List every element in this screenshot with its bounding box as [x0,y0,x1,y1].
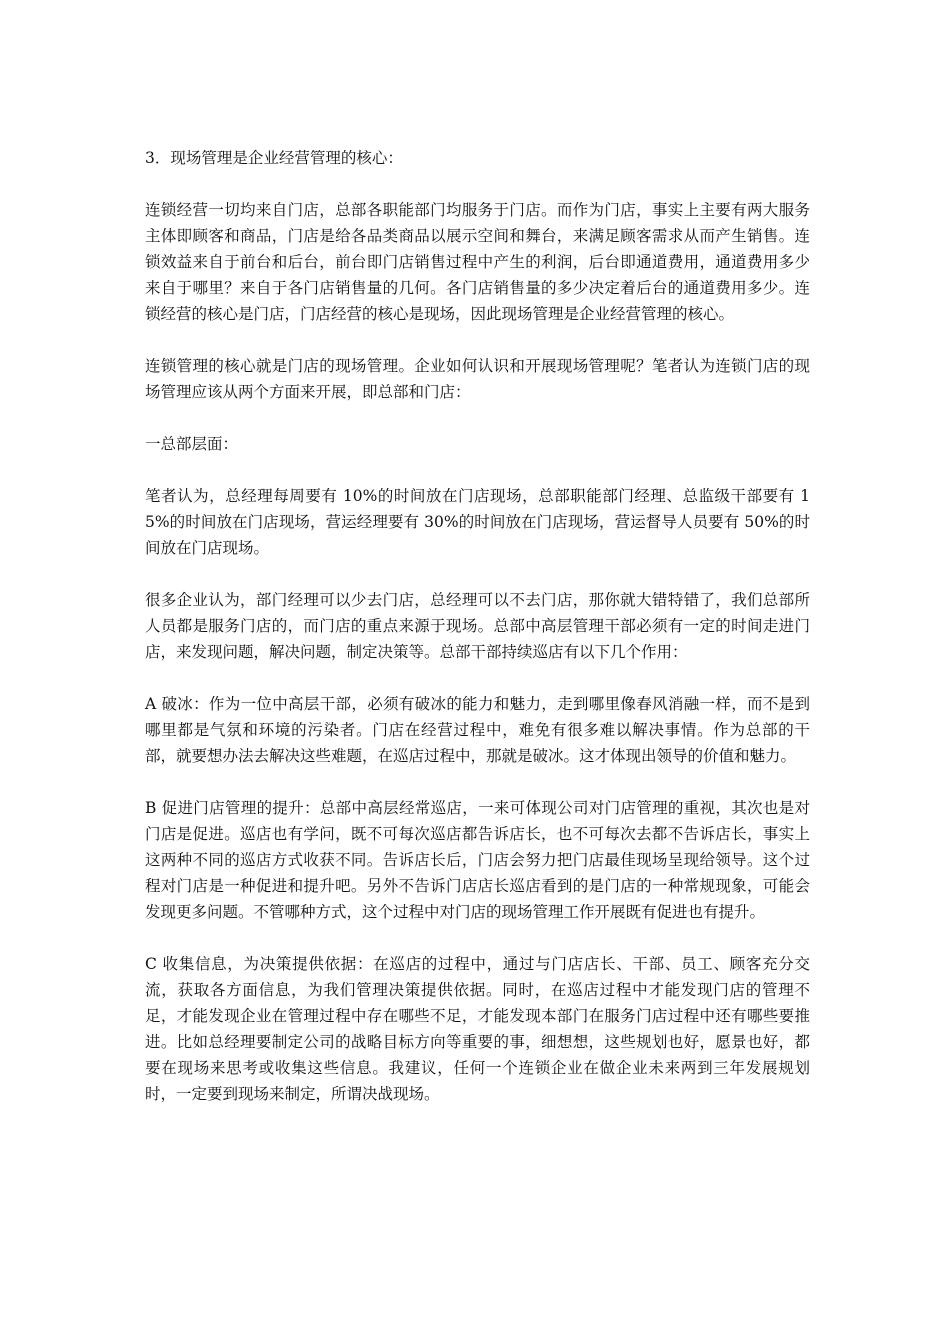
paragraph: 很多企业认为，部门经理可以少去门店，总经理可以不去门店，那你就大错特错了，我们总部所人员都是服务门店的，而门店的重点来源于现场。总部中高层管理干部必须有一定的时间走进门店，来发现问题，解决问题，制定决策等。总部干部持续巡店有以下几个作用： [145,591,810,661]
list-item-b: B 促进门店管理的提升：总部中高层经常巡店，一来可体现公司对门店管理的重视，其次也是对门店是促进。巡店也有学问，既不可每次巡店都告诉店长，也不可每次去都不告诉店长，事实上这两种不同的巡店方式收获不同。告诉店长后，门店会努力把门店最佳现场呈现给领导。这个过程对门店是一种促进和提升吧。另外不告诉门店店长巡店看到的是门店的一种常规现象，可能会发现更多问题。不管哪种方式，这个过程中对门店的现场管理工作开展既有促进也有提升。 [145,799,810,921]
list-item-a: A 破冰：作为一位中高层干部，必须有破冰的能力和魅力，走到哪里像春风消融一样，而不是到哪里都是气氛和环境的污染者。门店在经营过程中，难免有很多难以解决事情。作为总部的干部，就要想办法去解决这些难题，在巡店过程中，那就是破冰。这才体现出领导的价值和魅力。 [145,695,810,765]
paragraph: 连锁经营一切均来自门店，总部各职能部门均服务于门店。而作为门店，事实上主要有两大服务主体即顾客和商品，门店是给各品类商品以展示空间和舞台，来满足顾客需求从而产生销售。连锁效益来自于前台和后台，前台即门店销售过程中产生的利润，后台即通道费用，通道费用多少来自于哪里？来自于各门店销售量的几何。各门店销售量的多少决定着后台的通道费用多少。连锁经营的核心是门店，门店经营的核心是现场，因此现场管理是企业经营管理的核心。 [145,201,810,323]
document-body [145,145,810,1133]
paragraph: 连锁管理的核心就是门店的现场管理。企业如何认识和开展现场管理呢？笔者认为连锁门店的现场管理应该从两个方面来开展，即总部和门店： [145,357,810,401]
subsection-heading: 一总部层面： [145,435,239,453]
paragraph: 笔者认为，总经理每周要有 10%的时间放在门店现场，总部职能部门经理、总监级干部要有 15%的时间放在门店现场，营运经理要有 30%的时间放在门店现场，营运督导人员要有 50%的时间放在门店现场。 [145,487,810,557]
section-heading: 3．现场管理是企业经营管理的核心： [145,149,403,167]
list-item-c: C 收集信息，为决策提供依据：在巡店的过程中，通过与门店店长、干部、员工、顾客充分交流，获取各方面信息，为我们管理决策提供依据。同时，在巡店过程中才能发现门店的管理不足，才能发现企业在管理过程中存在哪些不足，才能发现本部门在服务门店过程中还有哪些要推进。比如总经理要制定公司的战略目标方向等重要的事，细想想，这些规划也好，愿景也好，都要在现场来思考或收集这些信息。我建议，任何一个连锁企业在做企业未来两到三年发展规划时，一定要到现场来制定，所谓决战现场。 [145,955,810,1103]
